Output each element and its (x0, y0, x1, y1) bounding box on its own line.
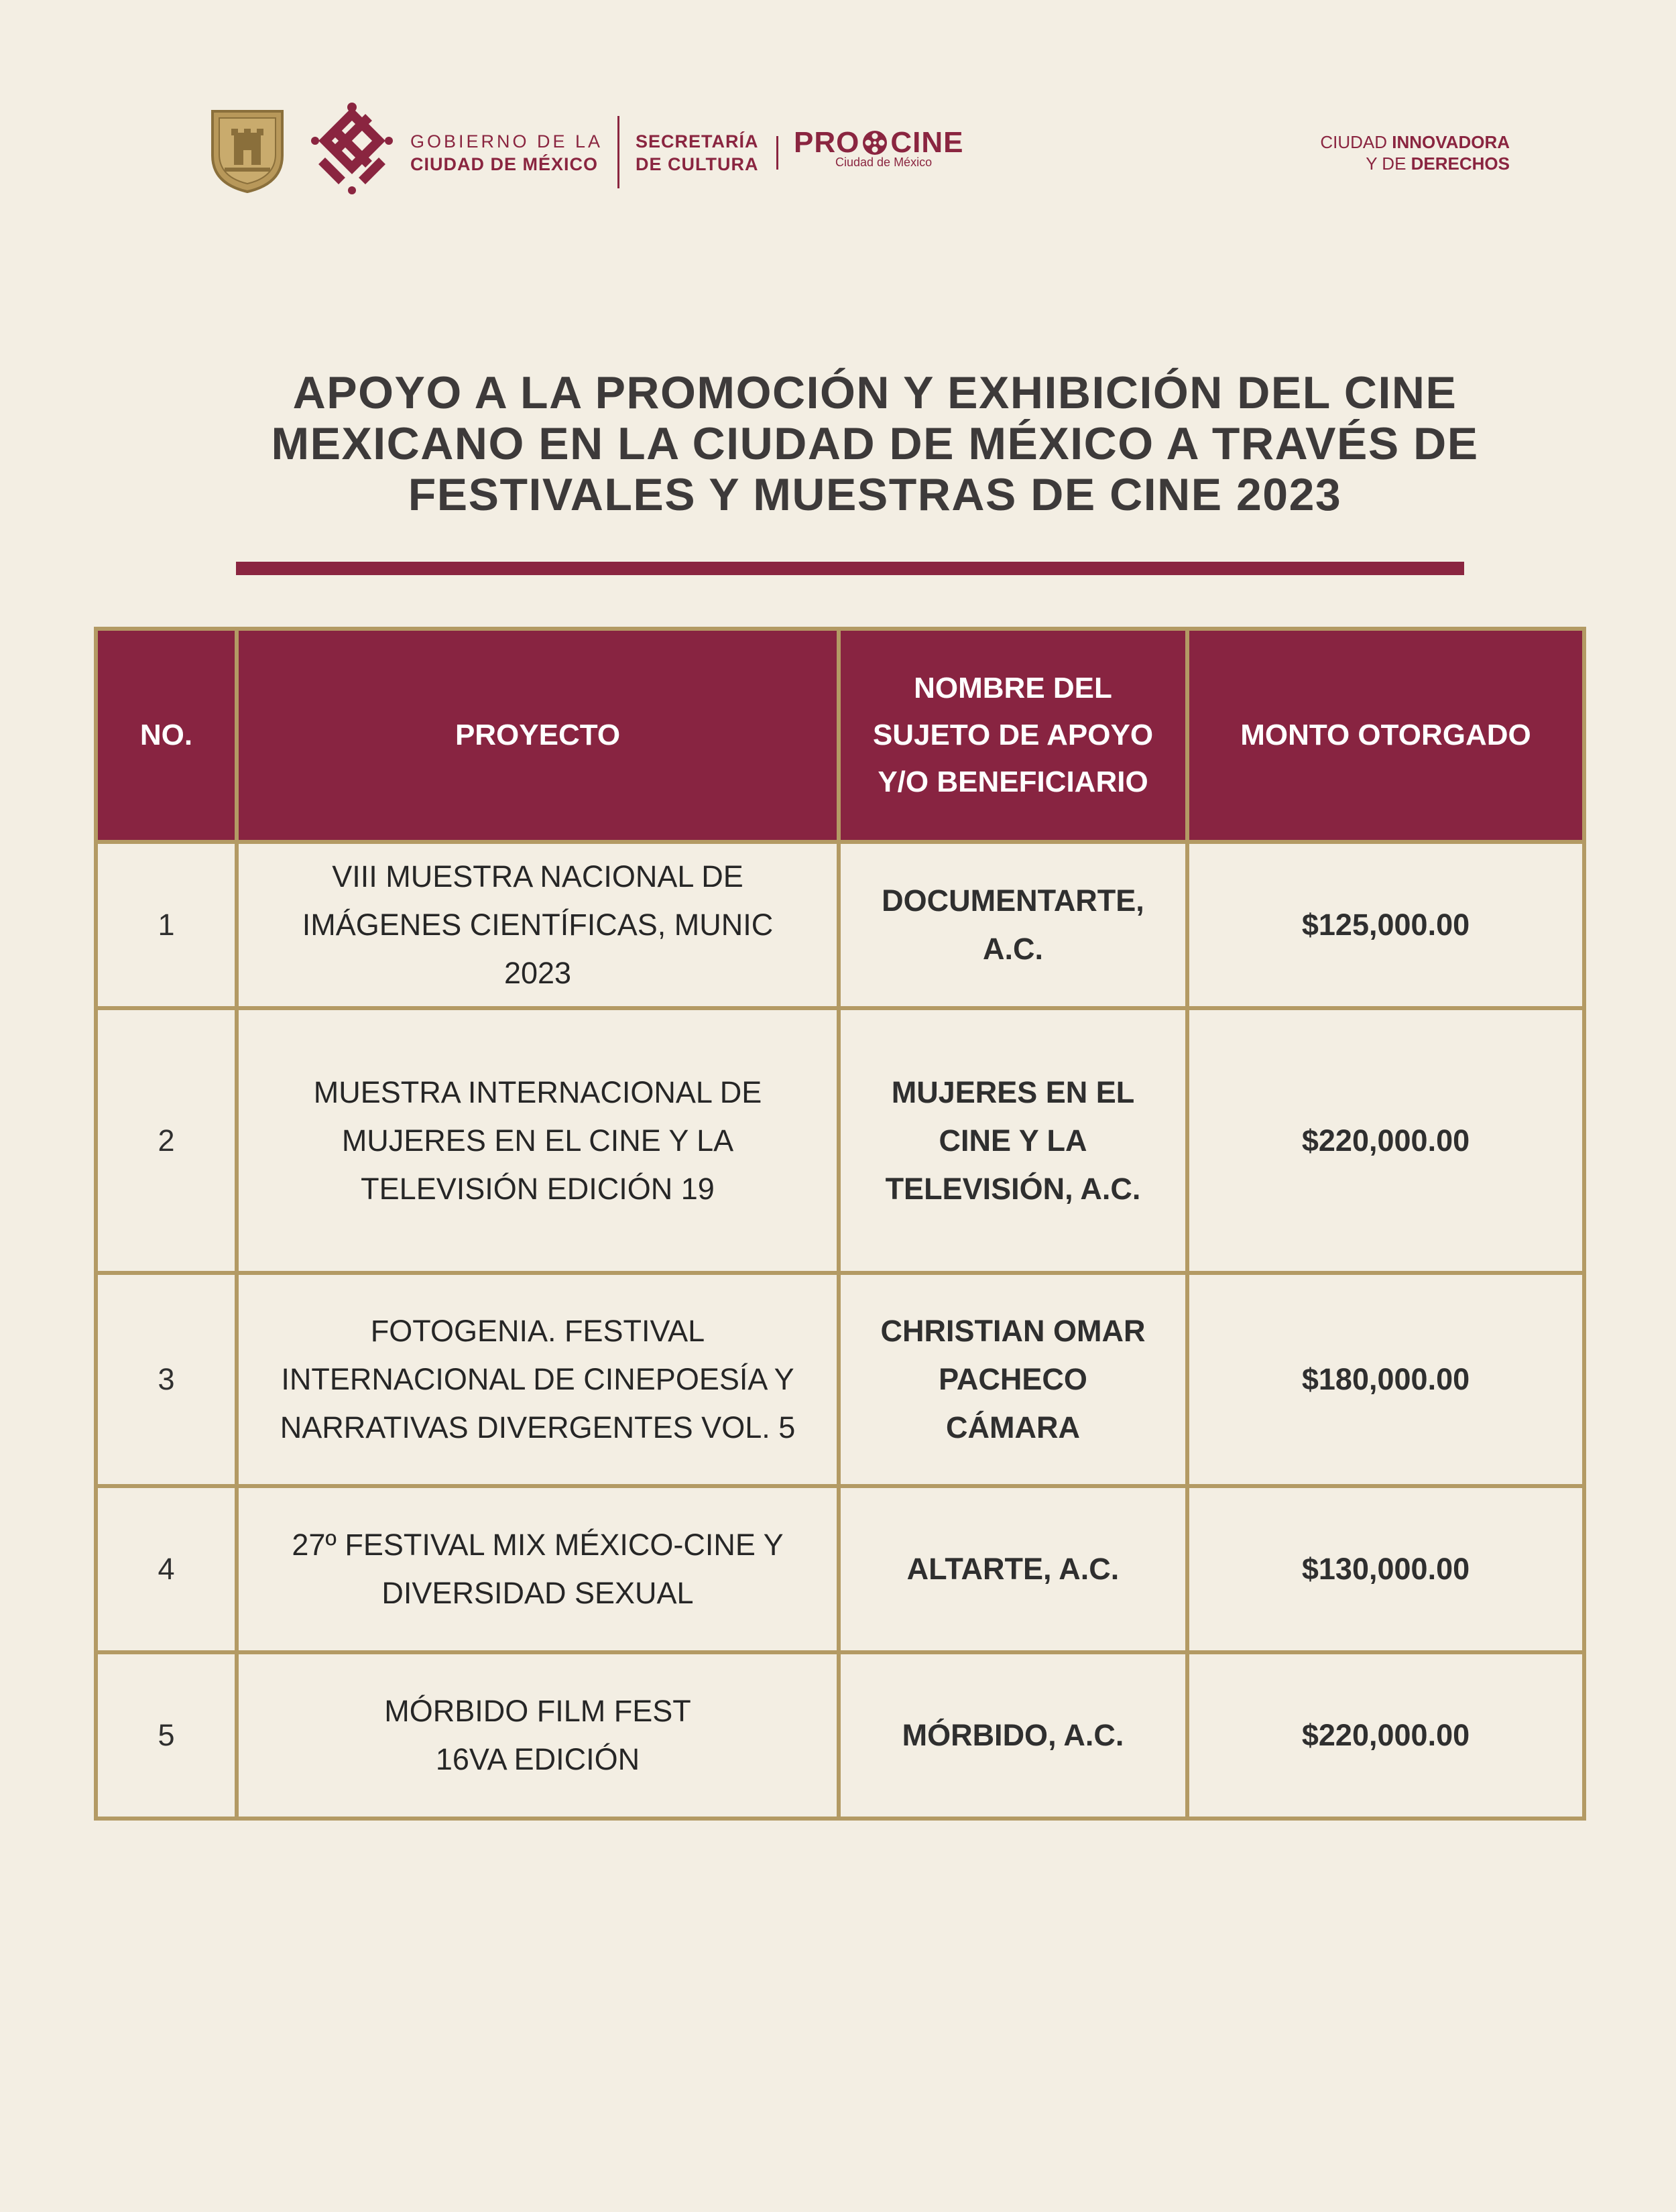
cell-amount: $220,000.00 (1187, 1652, 1584, 1819)
cell-project: VIII MUESTRA NACIONAL DE IMÁGENES CIENTÍFICAS, MUNIC 2023 (237, 842, 839, 1008)
gobierno-logo-text (410, 130, 603, 176)
column-header-beneficiary: NOMBRE DEL SUJETO DE APOYO Y/O BENEFICIARIO (839, 629, 1187, 842)
motto-line2 (1320, 153, 1510, 174)
table-row (96, 1273, 1584, 1486)
page-title: APOYO A LA PROMOCIÓN Y EXHIBICIÓN DEL CINE MEXICANO EN LA CIUDAD DE MÉXICO A TRAVÉS DE FESTIVALES Y MUESTRAS DE CINE 2023 (271, 367, 1479, 520)
procine-logo (794, 127, 963, 170)
procine-cine: CINE (890, 126, 964, 159)
logo-divider (776, 136, 778, 170)
cell-project: 27º FESTIVAL MIX MÉXICO-CINE Y DIVERSIDAD SEXUAL (237, 1486, 839, 1652)
procine-pro: PRO (794, 126, 860, 159)
cell-no: 5 (96, 1652, 237, 1819)
logo-divider (617, 116, 619, 188)
header (0, 0, 1676, 221)
column-header-project: PROYECTO (237, 629, 839, 842)
cell-beneficiary: MÓRBIDO, A.C. (839, 1652, 1187, 1819)
cell-amount: $180,000.00 (1187, 1273, 1584, 1486)
title-underline (236, 562, 1464, 575)
cell-amount: $130,000.00 (1187, 1486, 1584, 1652)
motto-text: CIUDAD (1320, 132, 1392, 152)
gobierno-line1: GOBIERNO DE LA (410, 131, 603, 151)
cell-no: 2 (96, 1008, 237, 1273)
column-header-no: NO. (96, 629, 237, 842)
cell-beneficiary: ALTARTE, A.C. (839, 1486, 1187, 1652)
table-row (96, 1652, 1584, 1819)
cell-no: 3 (96, 1273, 237, 1486)
motto-text: Y DE (1366, 153, 1411, 174)
motto-text-bold: DERECHOS (1411, 153, 1510, 174)
cell-project: MÓRBIDO FILM FEST 16VA EDICIÓN (237, 1652, 839, 1819)
secretaria-cultura-logo-text (636, 130, 759, 176)
cell-no: 1 (96, 842, 237, 1008)
cell-beneficiary: DOCUMENTARTE, A.C. (839, 842, 1187, 1008)
cell-beneficiary: CHRISTIAN OMAR PACHECO CÁMARA (839, 1273, 1187, 1486)
city-motto (1320, 131, 1510, 174)
procine-subtitle: Ciudad de México (835, 156, 933, 169)
coat-of-arms-icon (210, 109, 285, 194)
cell-amount: $125,000.00 (1187, 842, 1584, 1008)
grants-table (94, 627, 1586, 1821)
cell-beneficiary: MUJERES EN EL CINE Y LA TELEVISIÓN, A.C. (839, 1008, 1187, 1273)
cultura-line1: SECRETARÍA (636, 131, 759, 151)
table-row (96, 842, 1584, 1008)
table-row (96, 1008, 1584, 1273)
motto-line1 (1320, 131, 1510, 153)
motto-text-bold: INNOVADORA (1392, 132, 1510, 152)
cell-amount: $220,000.00 (1187, 1008, 1584, 1273)
cultura-line2: DE CULTURA (636, 154, 759, 174)
cell-no: 4 (96, 1486, 237, 1652)
procine-wordmark (794, 127, 963, 158)
cell-project: MUESTRA INTERNACIONAL DE MUJERES EN EL CINE Y LA TELEVISIÓN EDICIÓN 19 (237, 1008, 839, 1273)
gobierno-line2: CIUDAD DE MÉXICO (410, 154, 599, 174)
film-reel-icon (861, 129, 888, 156)
gobierno-emblem-icon (308, 101, 396, 196)
column-header-amount: MONTO OTORGADO (1187, 629, 1584, 842)
cell-project: FOTOGENIA. FESTIVAL INTERNACIONAL DE CINEPOESÍA Y NARRATIVAS DIVERGENTES VOL. 5 (237, 1273, 839, 1486)
table-row (96, 1486, 1584, 1652)
table-header-row (96, 629, 1584, 842)
